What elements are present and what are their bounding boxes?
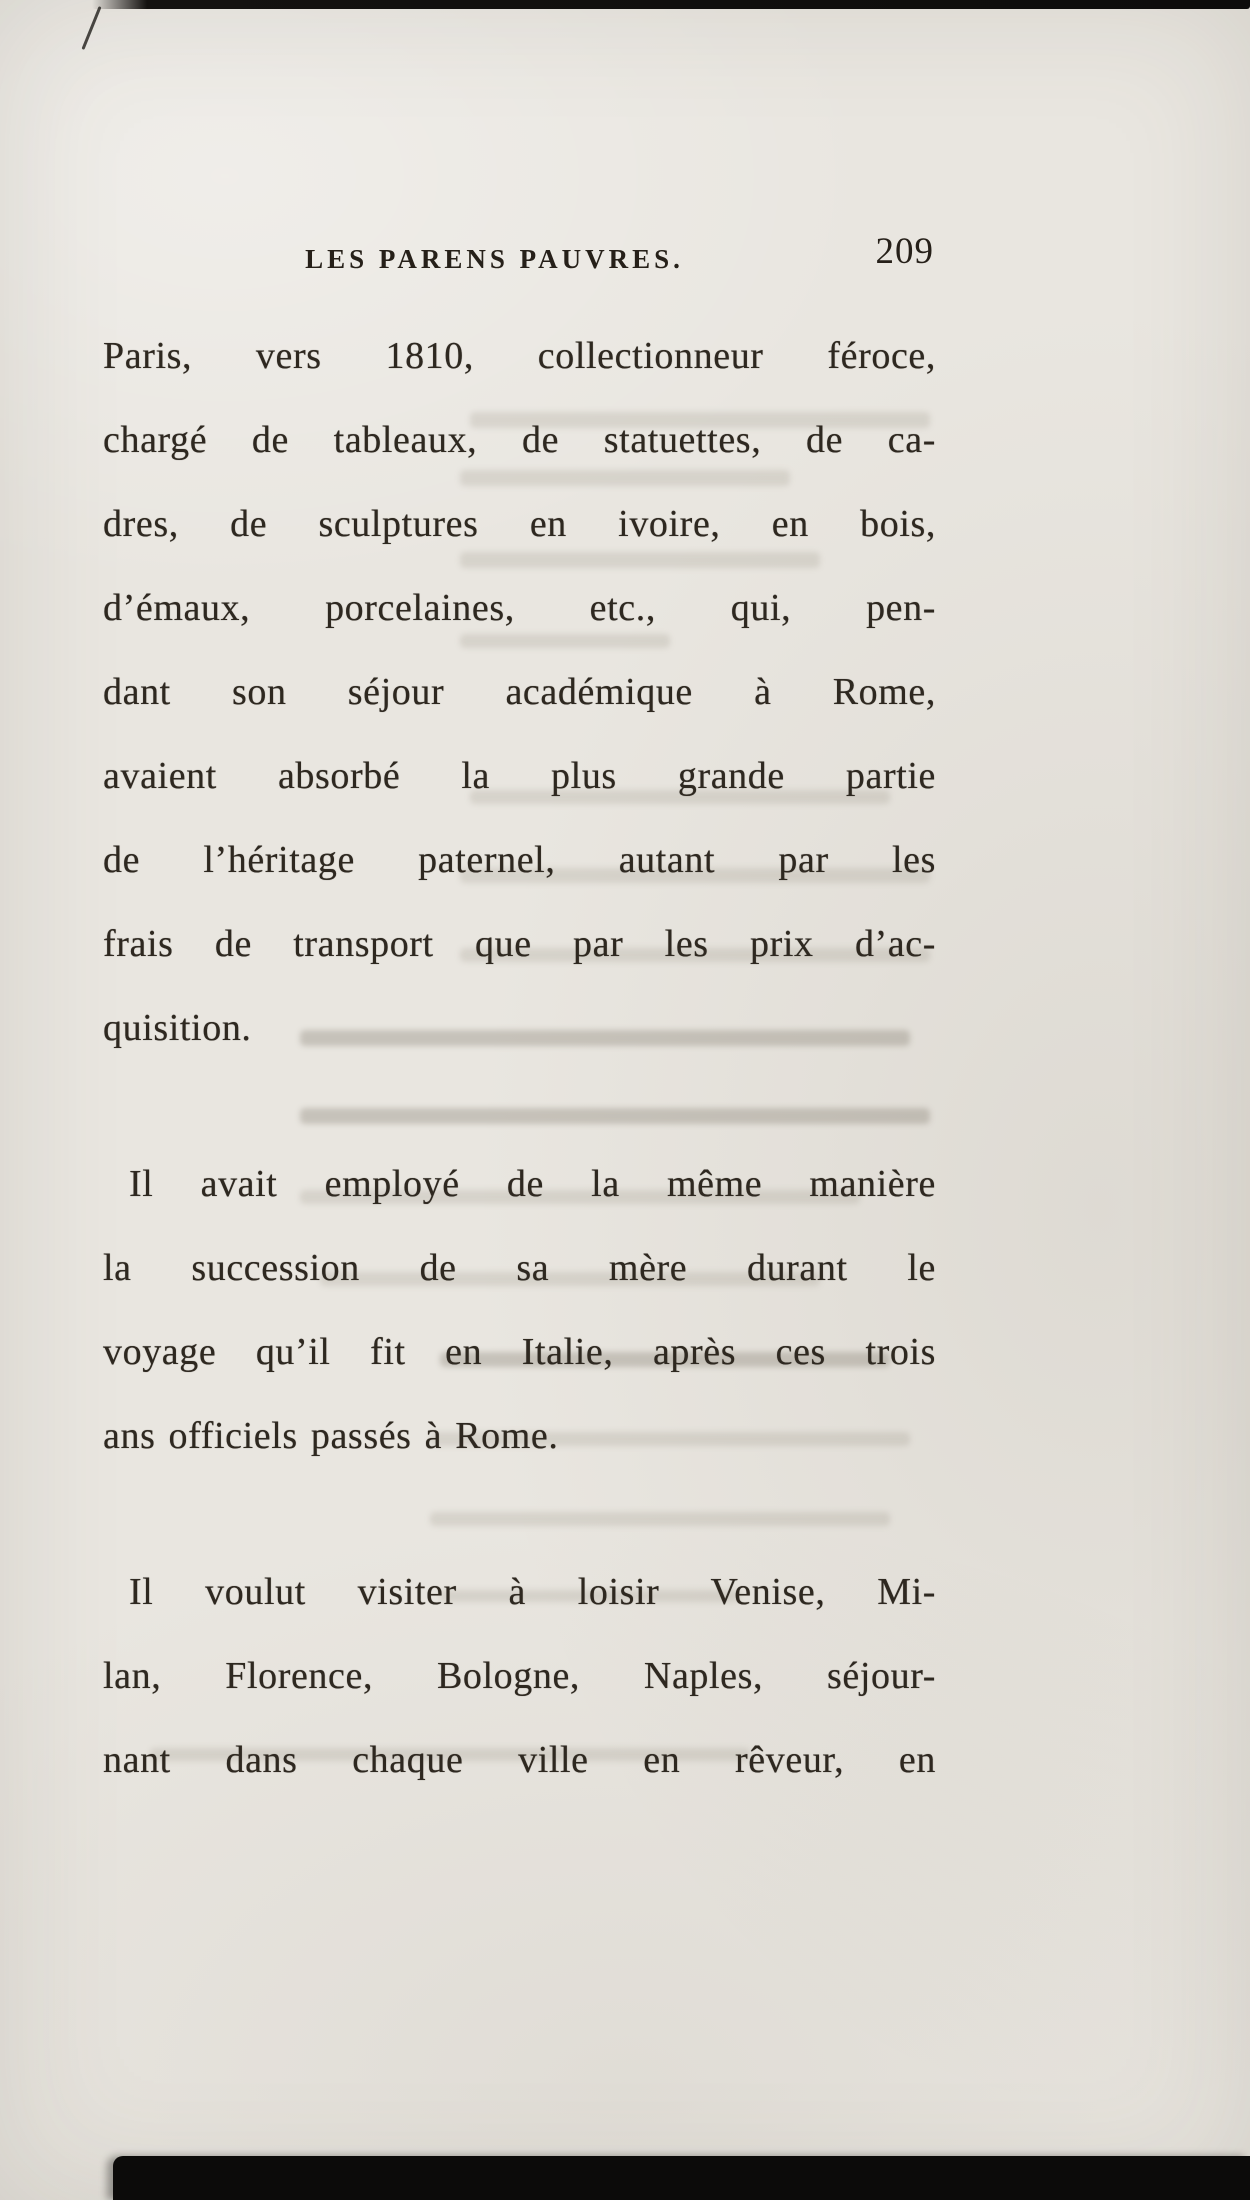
running-title: LES PARENS PAUVRES.	[305, 244, 684, 274]
text-line: la succession de sa mère durant le	[103, 1247, 936, 1289]
text-line: voyage qu’il fit en Italie, après ces trois	[103, 1331, 936, 1373]
text-line: lan, Florence, Bologne, Naples, séjour-	[103, 1655, 936, 1697]
text-line: quisition.	[103, 1007, 252, 1049]
text-line: dant son séjour académique à Rome,	[103, 671, 936, 713]
text-line: Il avait employé de la même manière	[129, 1163, 936, 1205]
text-line: nant dans chaque ville en rêveur, en	[103, 1739, 936, 1781]
text-line: chargé de tableaux, de statuettes, de ca-	[103, 419, 936, 461]
page-body	[103, 314, 936, 1802]
paragraph-3	[103, 1550, 936, 1802]
scan-edge-bottom	[113, 2156, 1250, 2200]
page-number: 209	[875, 231, 934, 272]
scan-edge-top	[92, 0, 1250, 9]
page-content	[103, 231, 936, 1802]
page-header	[103, 231, 936, 290]
text-line: avaient absorbé la plus grande partie	[103, 755, 936, 797]
text-line: d’émaux, porcelaines, etc., qui, pen-	[103, 587, 936, 629]
pen-mark	[81, 6, 101, 50]
text-line: frais de transport que par les prix d’ac-	[103, 923, 936, 965]
text-line: dres, de sculptures en ivoire, en bois,	[103, 503, 936, 545]
paragraph-2	[103, 1142, 936, 1478]
text-line: ans officiels passés à Rome.	[103, 1415, 559, 1457]
text-line: Il voulut visiter à loisir Venise, Mi-	[129, 1571, 936, 1613]
paragraph-1	[103, 314, 936, 1070]
text-line: de l’héritage paternel, autant par les	[103, 839, 936, 881]
text-line: Paris, vers 1810, collectionneur féroce,	[103, 335, 936, 377]
